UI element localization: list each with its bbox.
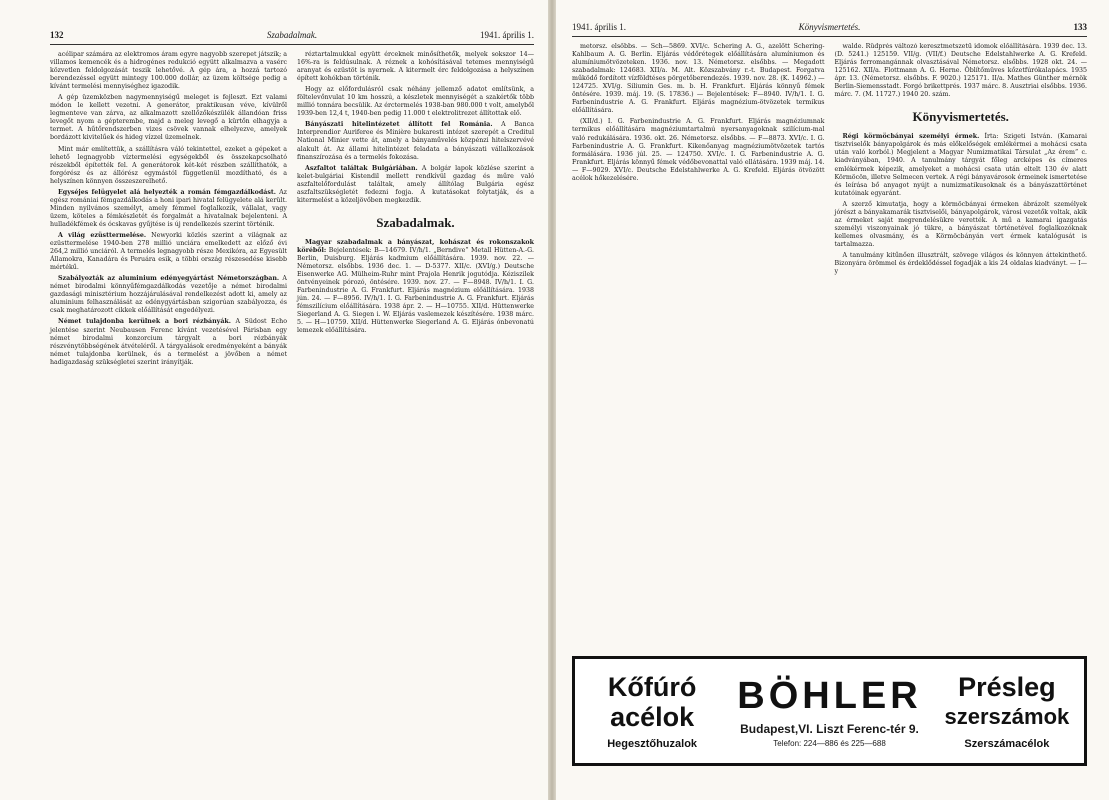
left-page [0, 0, 548, 800]
paragraph [297, 51, 534, 83]
paragraph-text: A Banca Interprendior Auriferee és Minière bukaresti intézet szerepét a Creditul National Minier vette át, amely a bányaművelés közpénzi hitelszervévé alakult át. Az állami hitelintézet feladata a bányászati vállalkozások finanszírozása és a termelés fokozása. [297, 121, 534, 161]
ad-right-sub: Szerszámacélok [964, 738, 1050, 750]
paragraph-lead: A világ ezüsttermelése. [58, 231, 147, 239]
paragraph-text: (XII/d.) I. G. Farbenindustrie A. G. Frankfurt. Eljárás magnéziumnak termikus előállítására magnéziumtartalmú nyersanyagoknak szilícium-mal való redukálására. 1936. okt. 26. Németorsz. elsőbbs. — F—8873. XVI/c. I. G. Farbenindustrie A. G. Frankfurt. Kikenőanyag magnéziumötvözetek tartós formálására. 1936 júl. 25. — 124750. XVI/c. I. G. Farbenindustrie A. G. Frankfurt. Eljárás könnyű fémek védőbevonattal való ellátására. 1939 máj. 14. — F—9029. XVI/c. Deutsche Edelstahlwerke A. G. Krefeld. Eljárás ötvözött acélok hőkezelésére. [572, 118, 825, 182]
paragraph-text: A Südost Echo jelentése szerint Neubausen Ferenc kívánt vezetésével Párisban egy német birodalmi konzorcium tárgyalt a bori rézbányák részvénytöbbségének átvételéről. A tárgyalások eredményeként a bányák német tulajdonba kerülnek, és a termelést a jövőben a német hadigazdaság szükségletei szerint irányítják. [50, 318, 287, 366]
ad-left-block [575, 672, 729, 750]
paragraph [297, 86, 534, 118]
right-columns [572, 43, 1087, 663]
ad-center-block [729, 675, 930, 748]
paragraph [297, 121, 534, 161]
ad-right-line2: szerszámok [944, 704, 1070, 729]
left-date: 1941. április 1. [480, 30, 534, 40]
paragraph [50, 146, 287, 186]
paragraph-lead: Német tulajdonba kerülnek a bori rézbányák. [58, 318, 231, 326]
paragraph [835, 133, 1088, 197]
paragraph-text: Bejelentések: B—14679. IV/h/1. „Berndive” Metall Hütten-A.-G. Berlin, Duisburg. Eljárás kadmium előállítására. 1939. nov. 22. — Németorsz. elsőbbs. 1936 dec. 1. — D-5377. XII/c. (XVI/g.) Deutsche Eisenwerke AG. Mülheim-Ruhr mint Prajola Henrik jogutódja. Kéziszilek öntvényeinek pórozó, öntésére. 1939. nov. 27. — F—8948. IV/h/1. I. G. Farbenindustrie A. G. Frankfurt. Eljárás magnézium előállítására. 1938 jún. 24. — F—8956. IV/h/1. I. G. Farbenindustrie A. G. Frankfurt. Eljárás fémszilícium előállítására. 1938 ápr. 2. — H—10755. XII/d. Hüttenwerke Siegerland A. G. Siegen i. W. Eljárás vaslemezek készítésére. 1938 márc. 5. — H—10759. XII/d. Hüttenwerke Siegerland A. G. Eljárás ónbevonatú lemezek előállítására. [297, 246, 534, 335]
book-gutter [548, 0, 556, 800]
paragraph-text: réztartalmukkal együtt érceknek minősíthetők, melyek sokszor 14—16%-ra is feldúsulnak. A réznek a kohósításával tetemes mennyiségű aranyat és ezüstöt is nyernek. A kitermelt érc feldolgozása a helyszínen épített kohókban történik. [297, 51, 534, 83]
paragraph-text: A bolgár lapok közlése szerint a kelet-bulgáriai Kistendil mellett rendkívül gazdag és műre való aszfaltelőfordulást találtak, amely állítólag Bulgária egész aszfaltszükségletét fedezni fogja. A kutatásokat folytatják, és a kitermelést a közeljövőben megkezdik. [297, 164, 534, 204]
paragraph [835, 43, 1088, 99]
left-page-number: 132 [50, 30, 64, 40]
paragraph-text: A tanulmány kitűnően illusztrált, szövege világos és könnyen áttekinthető. Bizonyára örömmel és érdeklődéssel fogadják a kis 24 oldalas kiadványt. — I—y [834, 251, 1087, 276]
paragraph [50, 189, 287, 229]
paragraph-text: A gép üzemközben nagymennyiségű meleget is fejleszt. Ezt valami módon le kellett vezetni. A generátor, praktikusan véve, kívülről legmenteve van zárva, az alkalmazott szellőzőkészülék állandóan friss levegőt nyom a gépterembe, majd a meleg levegő a kürtőn elhagyja a termet. A hűtőrendszerben vizes csövek vannak elhelyezve, amelyek bordázott kivitelűek és hideg vízzel üzemelnek. [50, 94, 287, 142]
paragraph-text: Mint már említettük, a szállításra váló tekintettel, ezeket a gépeket a lehető legnagyobb víztermelési egységekből és összekapcsolható részekből építették fel. A generátorok két-két részben szállíthatók, a forgórész és az állórész egymástól függetlenül mozdítható, és a helyszínen könnyen összeszerelhető. [50, 145, 287, 185]
bohler-advertisement [572, 656, 1087, 766]
section-title: Könyvismertetés. [912, 109, 1009, 125]
paragraph-lead: Magyar szabadalmak a bányászat, kohászat és rokonszakok köréből: [297, 238, 534, 254]
paragraph [50, 51, 287, 91]
paragraph-text: A szerző kimutatja, hogy a körmöcbányai érmeken ábrázolt személyek jórészt a bányakamarák tisztviselői, bányapolgárok, városi vezetők voltak, akik az érmeket saját megrendelésükre verették. A mű a kamarai igazgatás személyi viszonyainak jó tükre, a bányászat történetével foglalkozóknak kellemes olvasmány, és a Körmöcbányán vert érmek katalógusát is tartalmazza. [834, 200, 1087, 248]
right-page-number: 133 [1073, 22, 1087, 32]
ad-right-line1: Présleg [958, 672, 1056, 702]
ad-brand: BÖHLER [737, 674, 922, 717]
ad-phone: Telefon: 224—886 és 225—688 [773, 738, 886, 748]
left-column-2 [297, 51, 534, 370]
paragraph-lead: Aszfaltot találtak Bulgáriában. [305, 164, 418, 172]
paragraph [50, 94, 287, 142]
right-running-head [572, 20, 1087, 37]
ad-left-sub: Hegesztőhuzalok [607, 738, 698, 750]
right-running-title: Könyvismertetés. [798, 22, 861, 32]
right-page [556, 0, 1109, 800]
paragraph-lead: Bányászati hitelintézetet állított fel Románia. [305, 121, 493, 129]
paragraph-text: walde. Rüdprés változó keresztmetszetű idomok előállítására. 1939 dec. 13. (D. 5241.) 125159. VII/g. (VII/f.) Deutsche Edelstahlwerke A. G. Krefeld. Eljárás ferromangánnak olvasztásával Németorsz. elsőbbs. 1928 okt. 24. — 125162. XII/a. Flottmann A. G. Herne. Öblítőmüves kőzetfúrókalapács. 1935 ápr. 13. (Németorsz. elsőbbs. F. 9020.) 125171. II/a. Mathes Günther mérnök Berlin-Siemensstadt. Forgó brikettprés. 1937 márc. 8. Ausztriai elsőbbs. 1936. márc. 7. (M. 11727.) 1940 20. szám. [834, 43, 1087, 99]
section-title: Szabadalmak. [376, 214, 455, 230]
paragraph-text: A német birodalmi könnyűfémgazdálkodás vezetője a német birodalmi gazdasági minisztérium hozzájárulásával rendelkezést adott ki, amely az aluminium felhasználását az edénygyártásban szigorúan szabályozza, és csak meghatározott cikkek előállítását engedélyezi. [50, 275, 287, 315]
paragraph-text: Newyorki közlés szerint a világnak az ezüsttermelése 1940-ben 278 millió unciára emelkedett az előző évi 264,2 millió unciáról. A termelés legnagyobb része Mexikóra, az Egyesült Államokra, Kanadára és Peruára esik, a többi ország részesedése kisebb mértékű. [50, 231, 287, 272]
ad-address: Budapest,VI. Liszt Ferenc-tér 9. [740, 721, 919, 736]
paragraph [572, 118, 825, 182]
paragraph-text: Írta: Szigeti István. (Kamarai tisztviselők bányapolgárok és más előkelőségek emlékérmei a mohácsi csata után való korból.) Megjelent a Magyar Numizmatikai Társulat „Az érem” c. kiadványában, 1940. A tanulmány tárgyát főleg arcképes és címeres emlékérmek képezik, amelyeket a mohácsi csata után eltelt 130 év alatt Körmöcön, illetve Selmecen vertek. A régi bányavárosok érmeinek ismertetése és leírása bő anyagot nyújt a numizmatikusoknak és a bányászattörténet kutatóinak egyaránt. [834, 133, 1087, 197]
paragraph [835, 252, 1088, 276]
right-date: 1941. április 1. [572, 22, 626, 32]
ad-left-line2: acélok [610, 702, 695, 732]
paragraph-text: Az egész romániai fémgazdálkodás a honi ipari hivatal felügyelete alá került. Minden nyilvános személyt, amely fémmel foglalkozik, vállalat, vagy üzem, köteles a fémkészletét és forgalmát a hivatalnak bejelenteni. A hulladékfémek és ócskavas gyűjtése is új rendelkezés szerint történik. [50, 188, 287, 228]
left-columns [50, 51, 534, 370]
paragraph [297, 165, 534, 205]
ad-right-block [930, 672, 1084, 750]
paragraph [297, 239, 534, 336]
paragraph-text: acélipar számára az elektromos áram egyre nagyobb szerepet játszik; a villamos kemencék és a hidrogénes redukció együtt alkalmazva a vasérc közvetlen feldolgozását teszik lehetővé. A gép ára, a hozzá tartozó berendezéssel együtt mintegy 100.000 dollár, az üzem költsége pedig a kívánt termelési mennyiséghez igazodik. [50, 51, 287, 91]
paragraph [50, 318, 287, 366]
paragraph [50, 232, 287, 272]
left-running-title: Szabadalmak. [266, 30, 318, 40]
left-running-head [50, 28, 534, 45]
paragraph-text: metorsz. elsőbbs. — Sch—5869. XVI/c. Schering A. G., azelőtt Schering-Kahlbaum A. G. Berlin. Eljárás védőrétegek előállítására alumíniumon és alumíniumötvözeteken. 1936. nov. 13. Németorsz. elsőbbs. — Megadott szabadalmak: 124683. XII/a. M. Alt. Közszabvány r.-t. Budapest. Forgatva működő fordított vízföldtéses pörgetőberendezés. 1939. nov. 28. (K. 14962.) — 124725. XVI/g. Siliumin Ges. m. b. H. Frankfurt. Eljárás könnyű fémek öntésére. 1939. máj. 19. (S. 17836.) — Bejelentések: F—8940. IV/h/1. I. G. Farbenindustrie A. G. Frankfurt. Eljárás magnézium-ötvözetek termikus előállítására. [572, 43, 825, 115]
paragraph [50, 275, 287, 315]
paragraph [572, 43, 825, 115]
right-column-2 [835, 43, 1088, 663]
paragraph-text: Hogy az előfordulásról csak néhány jellemző adatot említsünk, a föltelevőnvulat 10 km hosszú, a készletek mennyiségét a szakértők több millió tonnára becsülik. Az érctermelés 1938-ban 980.000 t volt, amelyből 1939-ben 12,4 t, 1940-ben pedig 11.000 t elektrolitrezet állítottak elő. [297, 86, 534, 118]
paragraph-lead: Egyséjes felügyelet alá helyezték a román fémgazdálkodást. [58, 188, 277, 196]
paragraph-lead: Régi körmöcbányai személyi érmek. [842, 133, 980, 141]
paragraph-lead: Szabályozták az aluminium edényegyártást Németországban. [58, 275, 280, 283]
right-column-1 [572, 43, 825, 663]
ad-left-line1: Kőfúró [607, 672, 697, 702]
left-column-1 [50, 51, 287, 370]
paragraph [835, 201, 1088, 249]
